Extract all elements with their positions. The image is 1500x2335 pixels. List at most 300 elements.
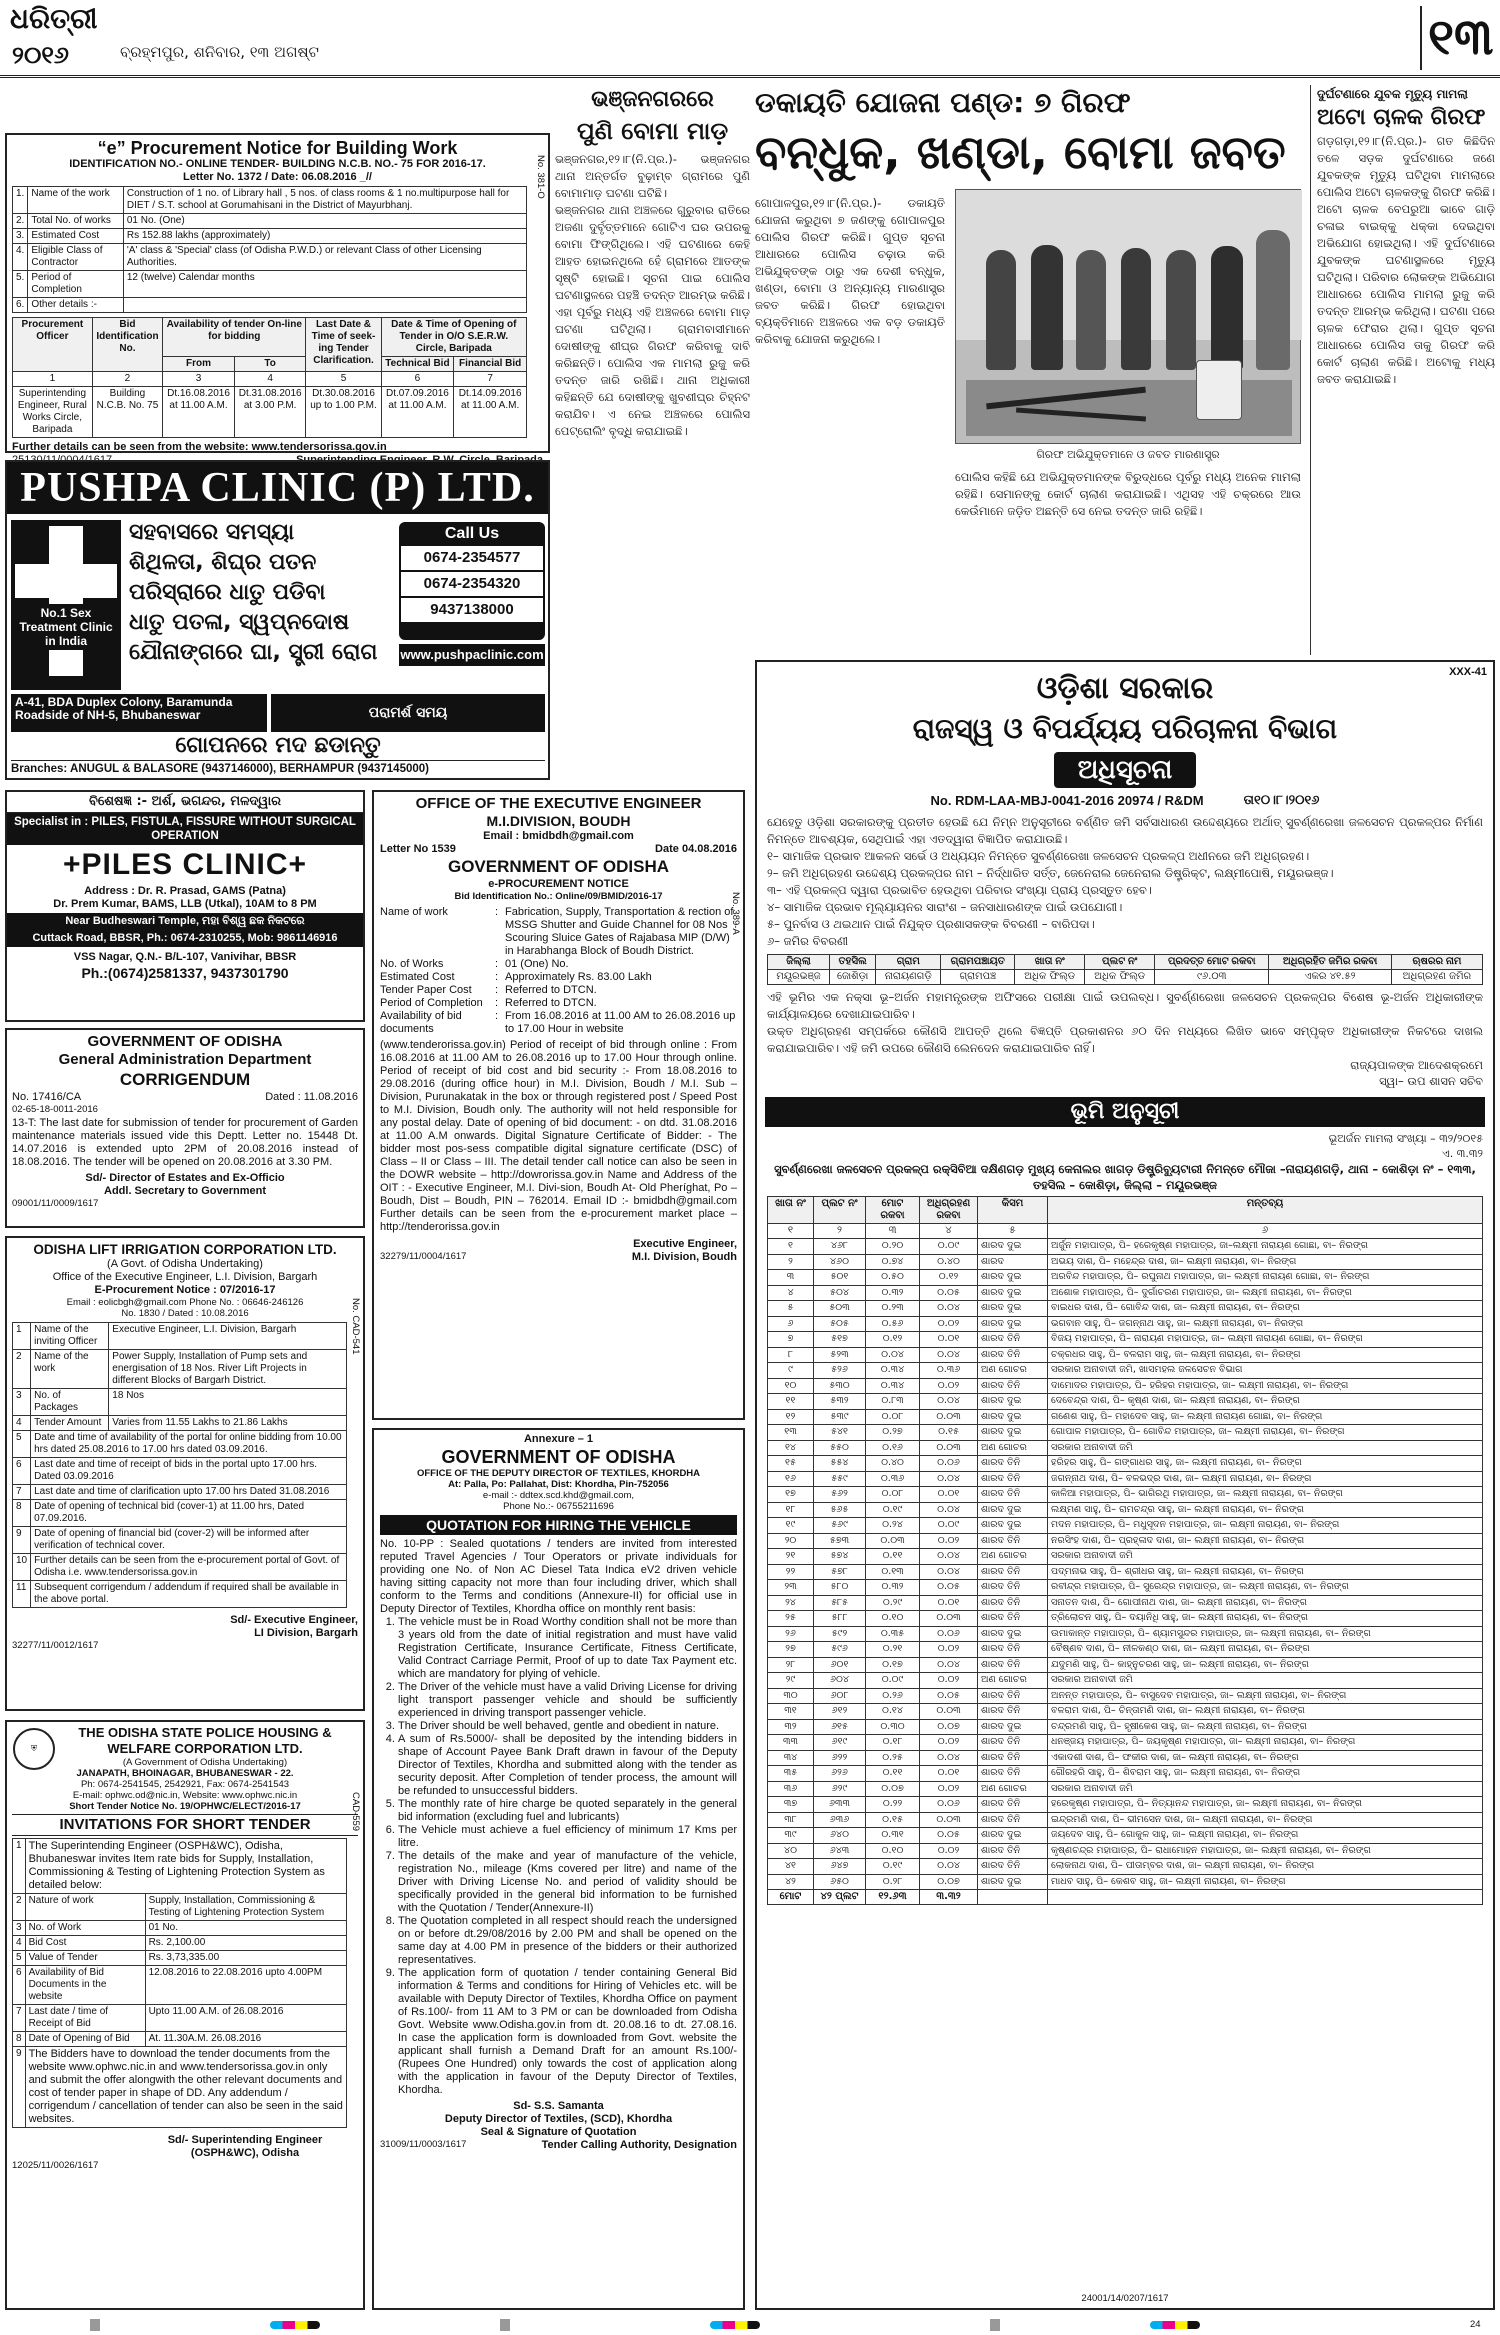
gad-sign-2: Addl. Secretary to Government xyxy=(104,1185,266,1197)
rev-title-3: ଅଧିସୂଚନା xyxy=(1054,752,1196,788)
schedule-cell: ୬୦୧ xyxy=(814,1657,866,1673)
schedule-cell: ମାଧବ ସାହୁ, ପି– କେଶବ ସାହୁ, ଜା– ଲକ୍ଷ୍ମୀ ନାରାୟଣ, ବା– ନିରଙ୍ଗ xyxy=(1048,1874,1483,1890)
color-bar xyxy=(1150,2321,1200,2329)
schedule-cell: ୦.୨୦ xyxy=(866,1239,920,1255)
rev-item: ୧– ସାମାଜିକ ପ୍ରଭାବ ଆକଳନ ସର୍ଭେ ଓ ଅଧ୍ୟୟନ ନିମନ୍ତେ ସୁବର୍ଣ୍ଣରେଖା ଜଳସେଚନ ପ୍ରକଳ୍ପ ଅଧୀନରେ ଜମି ଅଧିଗ୍ରହଣ। xyxy=(767,849,1310,863)
condition-item: 1. The vehicle must be in Road Worthy condition shall not be more than 3 years old from the date of initial registration and must have valid Registration Certificate, Insurance Certificate, Fitness Certificate, Valid Contract Carriage Permit, Proof of up to date Tax Payment etc. which are mandatory for plying of vehicle. xyxy=(398,1616,737,1681)
schedule-cell: ୬୩୩ xyxy=(814,1797,866,1813)
rev-date: ତା୧୦।୮।୨୦୧୬ xyxy=(1243,793,1320,808)
table-row xyxy=(768,1657,1483,1673)
schedule-cell: ସରକାର ଅନାବାଦୀ ଜମି xyxy=(1048,1673,1483,1689)
row-label: Last date / time of Receipt of Bid xyxy=(25,2005,145,2032)
schedule-cell: ଶାରଦ ତିନି xyxy=(978,1580,1048,1596)
schedule-cell: ୧୬ xyxy=(768,1471,814,1487)
col-head: ଗ୍ରାମପଞ୍ଚାୟତ xyxy=(941,955,1015,970)
col-num: 3 xyxy=(163,372,235,387)
olic-sub-5: No. 1830 / Dated : 10.08.2016 xyxy=(121,1308,249,1319)
schedule-cell: ୩୩ xyxy=(768,1735,814,1751)
schedule-cell: ୦.୦୭ xyxy=(920,1874,978,1890)
rev-para-2: ଏହି ଭୂମିର ଏକ ନକ୍ସା ଭୂ–ଅର୍ଜନ ମହାମନ୍ତ୍ରଙ୍କ ଅଫିସରେ ପରୀକ୍ଷା ପାଇଁ ଉପଲବ୍ଧ। ସୁବର୍ଣ୍ଣରେଖା ଜଳସେଚନ ପ୍ରକଳ୍ପର ବିଶେଷ ଭୂ-ଅର୍ଜନ ଅଧିକାରୀଙ୍କ କାର୍ଯ୍ୟାଳୟରେ ଦେଖାଯାଇପାରିବ। xyxy=(767,990,1483,1021)
col-head: Procurement Officer xyxy=(13,318,93,372)
row-num: 2 xyxy=(13,1350,31,1389)
schedule-cell: ଶାରଦ ଦୁଇ xyxy=(978,1518,1048,1534)
schedule-cell: ୦.୨୯ xyxy=(866,1595,920,1611)
detail-colon: : xyxy=(495,997,499,1009)
detail-row xyxy=(380,984,737,997)
col-num: ୧ xyxy=(768,1224,814,1239)
table-row xyxy=(13,1936,347,1951)
rev-title-2: ରାଜସ୍ୱ ଓ ବିପର୍ଯ୍ୟୟ ପରିଚାଳନା ବିଭାଗ xyxy=(912,712,1338,745)
table-row xyxy=(768,1254,1483,1270)
news-body-1: ଗୋପାଳପୁର,୧୨।୮(ନି.ପ୍ର.)- ଡକାୟତି ଯୋଜନା କରୁଥିବା ୭ ଜଣଙ୍କୁ ଗୋପାଳପୁର ପୋଲିସ ଗିରଫ କରିଛି। ଗୁପ୍ତ ସୂଚନା ଆଧାରରେ ପୋଲିସ ଚଢ଼ାଉ କରି ଅଭିଯୁକ୍ତଙ୍କ ଠାରୁ ଏକ ଦେଶୀ ବନ୍ଧୁକ, ଖଣ୍ଡା, ବୋମା ଓ ଅନ୍ୟାନ୍ୟ ମାରଣାସ୍ତ୍ର ଜବତ କରିଛି। ଗିରଫ ହୋଇଥିବା ବ୍ୟକ୍ତିମାନେ ଅଞ୍ଚଳରେ ଏକ ବଡ଼ ଡକାୟତି କରିବାକୁ ଯୋଜନା କରୁଥିଲେ। xyxy=(755,196,945,346)
col-head: Date & Time of Opening of Tender in O/O S.E.R.W. Circle, Baripada xyxy=(381,318,526,357)
col-subhead: Technical Bid xyxy=(381,357,454,372)
schedule-cell: ୦.୦୭ xyxy=(866,1781,920,1797)
schedule-cell: ସରକାର ଅନାବାଦୀ ଜମି xyxy=(1048,1781,1483,1797)
table-row xyxy=(768,1239,1483,1255)
schedule-cell: ୫୩୦ xyxy=(814,1378,866,1394)
schedule-cell: ୨୬ xyxy=(768,1626,814,1642)
schedule-head: ସୁବର୍ଣ୍ଣରେଖା ଜଳସେଚନ ପ୍ରକଳ୍ପ ରକ୍ସିବିଆ ଦକ୍ଷିଣଗଡ଼ ମୁଖ୍ୟ କେନାଲର ଖାଗଡ଼ ଡିଷ୍ଟ୍ରିବ୍ୟୁଟାରୀ ନିମନ୍ତେ ମୌଜା –ନାରାୟଣଗଡ଼ି, ଥାନା – କୋଶିଡ଼ା ନଂ – ୧୩୩, ତହସିଲ – କୋଶିଡ଼ା, ଜିଲ୍ଲା – ମୟୂରଭଞ୍ଜ xyxy=(774,1162,1476,1192)
news-photo xyxy=(955,189,1301,444)
table-row xyxy=(768,1797,1483,1813)
textiles-notice xyxy=(372,1428,745,2310)
schedule-cell: ଲୋକନାଥ ଦାଶ, ପି– ପୀତାମ୍ବର ଦାଶ, ଜା– ଲକ୍ଷ୍ମୀ ନାରାୟଣ, ବା– ନିରଙ୍ଗ xyxy=(1048,1859,1483,1875)
ophwc-title-2: WELFARE CORPORATION LTD. xyxy=(107,1741,303,1756)
cell-value: Building N.C.B. No. 75 xyxy=(92,387,162,438)
schedule-cell: ଅଣ ଗୋଚର xyxy=(978,1363,1048,1379)
table-row xyxy=(13,214,527,229)
cell-value: ଜୋଶିଡ଼ା xyxy=(829,970,875,985)
schedule-cell: ୧୪ xyxy=(768,1440,814,1456)
table-row xyxy=(768,1704,1483,1720)
schedule-cell: ୫ xyxy=(768,1301,814,1317)
schedule-cell: ଶାରଦ ତିନି xyxy=(978,1471,1048,1487)
col-num: 1 xyxy=(13,372,93,387)
schedule-cell: ଶାରଦ ଦୁଇ xyxy=(978,1394,1048,1410)
row-value: Rs 152.88 lakhs (approximately) xyxy=(123,229,526,244)
schedule-cell: ୦.୦୪ xyxy=(920,1750,978,1766)
pushpa-clinic-ad xyxy=(5,460,550,780)
schedule-cell: ୬୨୬ xyxy=(814,1766,866,1782)
call-us-label: Call Us xyxy=(444,525,500,542)
table-row xyxy=(13,1485,347,1500)
news-body: ଭଞ୍ଜନଗର ଥାନା ଅଞ୍ଚଳରେ ଗୁରୁବାର ରାତିରେ ଅଜଣା ଦୁର୍ବୃତ୍ତମାନେ ଗୋଟିଏ ଘର ଉପରକୁ ବୋମା ଫିଙ୍ଗିଥିଲେ। ଏହି ଘଟଣାରେ କେହି ଆହତ ହୋଇନଥିଲେ ହେଁ ଗ୍ରାମରେ ଆତଙ୍କ ସୃଷ୍ଟି ହୋଇଛି। ସୂଚନା ପାଇ ପୋଲିସ ଘଟଣାସ୍ଥଳରେ ପହଞ୍ଚି ତଦନ୍ତ ଆରମ୍ଭ କରିଛି। ଏହା ପୂର୍ବରୁ ମଧ୍ୟ ଏହି ଅଞ୍ଚଳରେ ବୋମା ମାଡ଼ ଘଟଣା ଘଟିଥିଲା। ଗ୍ରାମବାସୀମାନେ ଦୋଷୀଙ୍କୁ ଶୀଘ୍ର ଗିରଫ କରିବାକୁ ଦାବି କରିଛନ୍ତି। ପୋଲିସ ଏକ ମାମଲା ରୁଜୁ କରି ତଦନ୍ତ ଜାରି ରଖିଛି। ଥାନା ଅଧିକାରୀ କହିଛନ୍ତି ଯେ ଦୋଷୀଙ୍କୁ ଖୁବଶୀଘ୍ର ଚିହ୍ନଟ କରାଯିବ। ଏ ନେଇ ଅଞ୍ଚଳରେ ପୋଲିସ ପେଟ୍ରୋଲିଂ ବୃଦ୍ଧି କରାଯାଇଛି। xyxy=(555,203,750,438)
schedule-cell: ୦.୦୨ xyxy=(920,1316,978,1332)
schedule-cell: ୪୬୦ xyxy=(814,1254,866,1270)
schedule-cell: ୯ xyxy=(768,1363,814,1379)
news-lead: ଭଞ୍ଜନଗର,୧୨।୮(ନି.ପ୍ର.)- ଭଞ୍ଜନଗର ଥାନା ଅନ୍ତର୍ଗତ ବୁଢ଼ାମ୍ବ ଗ୍ରାମରେ ପୁଣି ବୋମାମାଡ଼ ଘଟଣା ଘଟିଛି। xyxy=(555,152,750,200)
masthead-rule xyxy=(1420,6,1422,70)
table-row xyxy=(13,1921,347,1936)
schedule-cell: ୩୮ xyxy=(768,1812,814,1828)
notice-footer: Further details can be seen from the website: www.tendersorissa.gov.in xyxy=(12,441,387,453)
schedule-cell: ସରକାର ଅନାବାଦୀ ଜମି xyxy=(1048,1549,1483,1565)
row-num: 7 xyxy=(13,1485,31,1500)
schedule-cell: ୦.୦୩ xyxy=(920,1812,978,1828)
detail-value: Fabrication, Supply, Transportation & rection of MSSG Shutter and Guide Channel for 08 Nos Scouring Sluice Gates of Rajabasa MIP (D/W) in Harabhanga Block of Boudh District. xyxy=(505,906,734,957)
photo-figure xyxy=(1166,250,1196,370)
schedule-cell: ତ୍ରିଲୋଚନ ସାହୁ, ପି– ଦୟାନିଧି ସାହୁ, ଜା– ଲକ୍ଷ୍ମୀ ନାରାୟଣ, ବା– ନିରଙ୍ଗ xyxy=(1048,1611,1483,1627)
col-head: କିସମ xyxy=(978,1197,1048,1224)
schedule-cell: ୫୮୮ xyxy=(814,1611,866,1627)
schedule-cell: ବିଜୟ ମହାପାତ୍ର, ପି– ନାରାୟଣ ମହାପାତ୍ର, ଜା– ଲକ୍ଷ୍ମୀ ନାରାୟଣ ଗୋଛା, ବା– ନିରଙ୍ଗ xyxy=(1048,1332,1483,1348)
row-label: Total No. of works xyxy=(28,214,124,229)
olic-sub-4: Email : eolicbgh@gmail.com Phone No. : 06646-246126 xyxy=(66,1297,304,1308)
schedule-cell: ଶାରଦ ଦୁଇ xyxy=(978,1828,1048,1844)
table-row xyxy=(768,1812,1483,1828)
schedule-cell: ୦.୪୦ xyxy=(920,1254,978,1270)
photo-figure xyxy=(1076,250,1106,370)
ophwc-sub-2: JANAPATH, BHOINAGAR, BHUBANESWAR - 22. xyxy=(76,1768,294,1779)
news-photo-caption: ଗିରଫ ଅଭିଯୁକ୍ତମାନେ ଓ ଜବତ ମାରଣାସ୍ତ୍ର xyxy=(1036,448,1220,461)
schedule-cell: ଶାରଦ ତିନି xyxy=(978,1859,1048,1875)
rev-item: ୩– ଏହି ପ୍ରକଳ୍ପ ଦ୍ୱାରା ପ୍ରଭାବିତ ହେଉଥିବା ପରିବାର ସଂଖ୍ୟା ପ୍ରାୟ ପ୍ରସ୍ତୁତ ହେବ। xyxy=(767,883,1152,897)
row-num: 6. xyxy=(13,298,28,313)
table-row xyxy=(768,1425,1483,1441)
schedule-cell: ୦.୦୧ xyxy=(920,1332,978,1348)
shield-icon: ⛨ xyxy=(31,1744,37,1753)
schedule-cell: ଦେବେନ୍ଦ୍ର ଦାଶ, ପି– କୃଷ୍ଣ ଦାଶ, ଜା– ଲକ୍ଷ୍ମୀ ନାରାୟଣ, ବା– ନିରଙ୍ଗ xyxy=(1048,1394,1483,1410)
row-label: No. of Packages xyxy=(31,1389,109,1416)
schedule-cell: ୦.୧୯ xyxy=(866,1859,920,1875)
rev-item: ୫– ପୁନର୍ବାସ ଓ ଥଇଥାନ ପାଇଁ ନିଯୁକ୍ତ ପ୍ରଶାସକଙ୍କ ବିବରଣୀ – ବାରିପଦା। xyxy=(767,917,1095,931)
cell-value: ଅଧିକ ଫିଲ୍ଡ xyxy=(1085,970,1155,985)
schedule-cell: ୨୪ xyxy=(768,1595,814,1611)
row-label: Date of Opening of Bid xyxy=(25,2032,145,2047)
olic-title: ODISHA LIFT IRRIGATION CORPORATION LTD. xyxy=(33,1242,337,1257)
schedule-cell: ୦.୧୫ xyxy=(920,1425,978,1441)
schedule-cell: ୦.୩୬ xyxy=(920,1363,978,1379)
schedule-cell: ୦.୦୪ xyxy=(920,1394,978,1410)
schedule-cell: ୪୦ xyxy=(768,1843,814,1859)
olic-sub-1: (A Govt. of Odisha Undertaking) xyxy=(107,1258,263,1270)
schedule-cell: ୦.୦୪ xyxy=(920,1549,978,1565)
news-auto-driver xyxy=(1310,85,1495,655)
schedule-cell: ୬୪୦ xyxy=(814,1828,866,1844)
gad-title-1: GOVERNMENT OF ODISHA xyxy=(87,1033,283,1050)
row-text: Subsequent corrigendum / addendum if required shall be available in the above portal. xyxy=(31,1581,347,1608)
schedule-cell: ପଦ୍ମନାଭ ସାହୁ, ପି– ଶ୍ରୀଧର ସାହୁ, ଜା– ଲକ୍ଷ୍ମୀ ନାରାୟଣ, ବା– ନିରଙ୍ଗ xyxy=(1048,1564,1483,1580)
col-head: ଖାତା ନଂ xyxy=(768,1197,814,1224)
schedule-cell: ୪୧ xyxy=(768,1859,814,1875)
row-num: 11 xyxy=(13,1581,31,1608)
schedule-cell: ଶାରଦ ତିନି xyxy=(978,1750,1048,1766)
cell-value: Dt.14.09.2016 at 11.00 A.M. xyxy=(454,387,527,438)
schedule-cell: ଶାରଦ ଦୁଇ xyxy=(978,1502,1048,1518)
schedule-cell: ୫୮୫ xyxy=(814,1595,866,1611)
ad-tag: XXX-41 xyxy=(1449,666,1487,678)
schedule-cell: ୬୪୩ xyxy=(814,1843,866,1859)
schedule-cell: ଶାରଦ ତିନି xyxy=(978,1735,1048,1751)
schedule-title: ଭୂମି ଅନୁସୂଚୀ xyxy=(765,1097,1485,1127)
cell-value: ୯୬.୦୩ xyxy=(1155,970,1269,985)
schedule-cell: ୦.୨୨ xyxy=(866,1797,920,1813)
tex-conditions xyxy=(380,1616,737,2097)
schedule-cell: ୧୭ xyxy=(768,1487,814,1503)
tex-phone: Phone No.:- 06755211696 xyxy=(503,1501,614,1512)
rev-sign-2: ସ୍ୱା– ଉପ ଶାସନ ସଚିବ xyxy=(1379,1074,1483,1088)
schedule-cell: ୫୭୩ xyxy=(814,1533,866,1549)
table-row xyxy=(768,1285,1483,1301)
photo-bucket xyxy=(1196,360,1242,420)
table-row xyxy=(768,1750,1483,1766)
cell-value: Dt.31.08.2016 at 3.00 P.M. xyxy=(234,387,306,438)
table-row xyxy=(13,1966,347,2005)
table-row xyxy=(13,1350,347,1389)
schedule-cell: ବାଇଧର ଦାଶ, ପି– ଗୋବିନ୍ଦ ଦାଶ, ଜା– ଲକ୍ଷ୍ମୀ ନାରାୟଣ, ବା– ନିରଙ୍ଗ xyxy=(1048,1301,1483,1317)
schedule-cell: ୩୦ xyxy=(768,1688,814,1704)
row-num: 5. xyxy=(13,271,28,298)
schedule-cell: ୦.୨୭ xyxy=(866,1425,920,1441)
work-details-table xyxy=(12,186,527,313)
rev-items xyxy=(767,848,1483,950)
boudh-title-4: e-PROCUREMENT NOTICE xyxy=(488,878,629,890)
phone-2: 0674-2354320 xyxy=(401,572,543,596)
table-row xyxy=(13,1458,347,1485)
rev-land-table xyxy=(767,954,1483,985)
boudh-sign-2: M.I. Division, Boudh xyxy=(631,1251,737,1263)
schedule-cell: ଗଣେଶ ସାହୁ, ପି– ମହାଦେବ ସାହୁ, ଜା– ଲକ୍ଷ୍ମୀ ନାରାୟଣ ଗୋଛା, ବା– ନିରଙ୍ଗ xyxy=(1048,1409,1483,1425)
row-label: Tender Amount xyxy=(31,1416,109,1431)
schedule-cell: ଶାରଦ ତିନି xyxy=(978,1611,1048,1627)
schedule-cell: ୦.୦୬ xyxy=(920,1797,978,1813)
schedule-cell: ଶାରଦ ତିନି xyxy=(978,1797,1048,1813)
row-value: Construction of 1 no. of Library hall , 5 nos. of class rooms & 1 no.multipurpose hall for DIET / S.T. school at Gorumahisani in the District of Mayurbhanj. xyxy=(123,187,526,214)
phone-3: 9437138000 xyxy=(401,598,543,622)
table-row xyxy=(768,1781,1483,1797)
consult-time: ପରାମର୍ଶ ସମୟ xyxy=(271,694,545,732)
schedule-cell: ଶାରଦ ତିନି xyxy=(978,1657,1048,1673)
table-row xyxy=(13,1500,347,1527)
schedule-cell: ଅଣ ଗୋଚର xyxy=(978,1673,1048,1689)
row-label: Period of Completion xyxy=(28,271,124,298)
schedule-cell: ୫୧୭ xyxy=(814,1332,866,1348)
schedule-cell: ୩୨ xyxy=(768,1719,814,1735)
row-num: 6 xyxy=(13,1966,26,2005)
schedule-cell: ୨୦ xyxy=(768,1533,814,1549)
row-label: Other details :- xyxy=(28,298,124,313)
schedule-cell: ୭ xyxy=(768,1332,814,1348)
schedule-cell: ୦.୧୧ xyxy=(866,1549,920,1565)
photo-figure xyxy=(1031,245,1063,370)
schedule-cell: ୫୭୪ xyxy=(814,1549,866,1565)
schedule-cell: ୩୪ xyxy=(768,1750,814,1766)
schedule-cell: ହରେକୃଷ୍ଣ ମହାପାତ୍ର, ପି– ନିତ୍ୟାନନ୍ଦ ମହାପାତ୍ର, ଜା– ଲକ୍ଷ୍ମୀ ନାରାୟଣ, ବା– ନିରଙ୍ଗ xyxy=(1048,1797,1483,1813)
condition-item: 8. The Quotation completed in all respect should reach the undersigned on or before dt.29/08/2016 by 2.00 PM and shall be opened on the same day at 4.00 PM in presence of the bidders or their authorized representatives. xyxy=(398,1915,737,1967)
schedule-cell: ୦.୧୬ xyxy=(866,1440,920,1456)
schedule-cell: ଅର୍ଜୁନ ମହାପାତ୍ର, ପି– ହରେକୃଷ୍ଣ ମହାପାତ୍ର, ଜା–ଲକ୍ଷ୍ମୀ ନାରାୟଣ ଗୋଛା, ବା– ନିରଙ୍ଗ xyxy=(1048,1239,1483,1255)
row-value: Executive Engineer, L.I. Division, Bargarh xyxy=(109,1323,347,1350)
row-value: 01 No. (One) xyxy=(123,214,526,229)
schedule-cell: ୦.୦୬ xyxy=(920,1456,978,1472)
row-num: 8 xyxy=(13,2032,26,2047)
schedule-cell: ୦.୦୪ xyxy=(920,1347,978,1363)
schedule-table xyxy=(12,317,527,438)
table-row xyxy=(768,1502,1483,1518)
schedule-cell: ଜୟଦେବ ସାହୁ, ପି– ଗୋକୁଳ ସାହୁ, ଜା– ଲକ୍ଷ୍ମୀ ନାରାୟଣ, ବା– ନିରଙ୍ଗ xyxy=(1048,1828,1483,1844)
table-row xyxy=(13,1527,347,1554)
schedule-cell: ଶାରଦ ତିନି xyxy=(978,1595,1048,1611)
row-num: 3 xyxy=(13,1389,31,1416)
table-row xyxy=(768,1394,1483,1410)
schedule-cell: ଶାରଦ ଦୁଇ xyxy=(978,1425,1048,1441)
table-row xyxy=(13,1894,347,1921)
schedule-cell: ୬୦୮ xyxy=(814,1688,866,1704)
detail-value: Referred to DTCN. xyxy=(505,984,597,996)
schedule-cell: କାଳିଆ ମହାପାତ୍ର, ପି– ଭାଗିରଥି ମହାପାତ୍ର, ଜା– ଲକ୍ଷ୍ମୀ ନାରାୟଣ, ବା– ନିରଙ୍ଗ xyxy=(1048,1487,1483,1503)
schedule-cell: ୦.୦୩ xyxy=(920,1704,978,1720)
schedule-cell: ୦.୩୧ xyxy=(866,1828,920,1844)
boudh-ref-row xyxy=(380,843,737,856)
schedule-cell: ଶାରଦ ତିନି xyxy=(978,1704,1048,1720)
schedule-cell: ୬୩୬ xyxy=(814,1812,866,1828)
condition-item: 2. The Driver of the vehicle must have a valid Driving License for driving light transport passenger vehicle and should be sufficiently experienced in driving transport passenger vehicle. xyxy=(398,1681,737,1720)
schedule-cell: ରବୀନ୍ଦ୍ର ମହାପାତ୍ର, ପି– ସୁରେନ୍ଦ୍ର ମହାପାତ୍ର, ଜା– ଲକ୍ଷ୍ମୀ ନାରାୟଣ, ବା– ନିରଙ୍ଗ xyxy=(1048,1580,1483,1596)
side-code: No. 381-O xyxy=(535,155,546,199)
detail-colon: : xyxy=(495,906,499,918)
schedule-cell: ୫୨୩ xyxy=(814,1347,866,1363)
clinic-address: A-41, BDA Duplex Colony, Baramunda Roadside of NH-5, Bhubaneswar xyxy=(11,694,267,732)
news-kicker: ଦୁର୍ଘଟଣାରେ ଯୁବକ ମୃତ୍ୟୁ ମାମଲା xyxy=(1317,87,1468,101)
row-text: Date and time of availability of the portal for online bidding from 10.00 hrs dated 25.08.2016 to 17.00 hrs dated 03.09.2016. xyxy=(31,1431,347,1458)
print-registration-strip xyxy=(0,2315,1500,2335)
col-num: 4 xyxy=(234,372,306,387)
detail-label: Estimated Cost xyxy=(380,971,455,983)
schedule-cell: ୫୭୮ xyxy=(814,1564,866,1580)
schedule-cell: ୦.୦୩ xyxy=(920,1409,978,1425)
condition-item: 3. The Driver should be well behaved, gentle and obedient in nature. xyxy=(398,1720,737,1733)
news-dacoity xyxy=(755,85,1303,655)
schedule-cell: ୦.୧୨ xyxy=(866,1332,920,1348)
row-num: 5 xyxy=(13,1431,31,1458)
schedule-cell: ଗୌରହରି ସାହୁ, ପି– ଶିବରାମ ସାହୁ, ଜା– ଲକ୍ଷ୍ମୀ ନାରାୟଣ, ବା– ନିରଙ୍ଗ xyxy=(1048,1766,1483,1782)
schedule-cell: ୫୯୬ xyxy=(814,1642,866,1658)
col-head: ଋଷରର ନାମ xyxy=(1391,955,1482,970)
col-head: Availability of tender On-line for bidding xyxy=(163,318,306,357)
schedule-cell: ୨୫ xyxy=(768,1611,814,1627)
table-row xyxy=(768,1332,1483,1348)
schedule-cell: ୦.୦୩ xyxy=(866,1533,920,1549)
table-row xyxy=(768,1518,1483,1534)
schedule-cell: ୦.୧୪ xyxy=(866,1704,920,1720)
schedule-cell: ୦.୨୧ xyxy=(866,1642,920,1658)
schedule-cell: ୧୫ xyxy=(768,1456,814,1472)
schedule-area: ଏ. ୩.୩୨ xyxy=(1442,1147,1483,1160)
clinic-slogan: ଗୋପନରେ ମଦ ଛଡାନ୍ତୁ xyxy=(175,733,381,758)
table-row xyxy=(768,1301,1483,1317)
schedule-cell: ଶାରଦ ତିନି xyxy=(978,1766,1048,1782)
table-row xyxy=(768,1828,1483,1844)
schedule-cell: ୬୧୯ xyxy=(814,1735,866,1751)
schedule-cell: ଶାରଦ ତିନି xyxy=(978,1378,1048,1394)
table-row xyxy=(13,2032,347,2047)
schedule-cell: ୦.୨୬ xyxy=(866,1688,920,1704)
table-row xyxy=(768,1409,1483,1425)
news-headline: ଅଟୋ ଚାଳକ ଗିରଫ xyxy=(1317,105,1486,130)
ophwc-title-1: THE ODISHA STATE POLICE HOUSING & xyxy=(78,1725,332,1740)
col-head: ଗ୍ରାମ xyxy=(876,955,941,970)
row-value: Power Supply, Installation of Pump sets and energisation of 18 Nos. River Lift Projects in different Blocks of Bargarh District. xyxy=(109,1350,347,1389)
row-num: 7 xyxy=(13,2005,26,2032)
photo-figure xyxy=(1211,246,1243,370)
row-value: 12.08.2016 to 22.08.2016 upto 4.00PM xyxy=(145,1966,346,2005)
schedule-cell: ୦.୦୨ xyxy=(920,1781,978,1797)
schedule-cell: ୦.୮୩ xyxy=(866,1394,920,1410)
row-text: Date of opening of financial bid (cover-2) will be informed after verification of technical cover. xyxy=(31,1527,347,1554)
col-head: Bid Identification No. xyxy=(92,318,162,372)
schedule-cell: ୦.୦୪ xyxy=(920,1564,978,1580)
col-num: 5 xyxy=(306,372,381,387)
schedule-cell: ୦.୦୪ xyxy=(920,1657,978,1673)
schedule-cell: ୦.୦୫ xyxy=(920,1285,978,1301)
schedule-cell: ୦.୨୪ xyxy=(866,1518,920,1534)
schedule-cell: ୦.୦୨ xyxy=(920,1843,978,1859)
brand-logo: ଧରିତ୍ରୀ xyxy=(10,2,98,35)
detail-row xyxy=(380,1010,737,1036)
schedule-cell: ଶାରଦ ଦୁଇ xyxy=(978,1285,1048,1301)
schedule-cell: ୧ xyxy=(768,1239,814,1255)
ad-code: 12025/11/0026/1617 xyxy=(12,2160,99,2171)
schedule-cell: ୨ xyxy=(768,1254,814,1270)
schedule-cell: ଶାରଦ ଦୁଇ xyxy=(978,1301,1048,1317)
schedule-cell: ୦.୦୨ xyxy=(920,1735,978,1751)
row-label: Name of the work xyxy=(31,1350,109,1389)
news-body-2: ପୋଲିସ କହିଛି ଯେ ଅଭିଯୁକ୍ତମାନଙ୍କ ବିରୁଦ୍ଧରେ ପୂର୍ବରୁ ମଧ୍ୟ ଅନେକ ମାମଲା ରହିଛି। ସେମାନଙ୍କୁ କୋର୍ଟ ଚାଲାଣ କରାଯାଇଛି। ଏଥିସହ ଏହି ଚକ୍ରରେ ଆଉ କେଉଁମାନେ ଜଡ଼ିତ ଅଛନ୍ତି ସେ ନେଇ ତଦନ୍ତ ଜାରି ରହିଛି। xyxy=(955,470,1301,518)
boudh-email: Email : bmidbdh@gmail.com xyxy=(483,830,634,842)
schedule-cell: ୬ xyxy=(768,1316,814,1332)
tex-email: e-mail :- ddtex.scd.khd@gmail.com, xyxy=(482,1490,635,1501)
schedule-cell: ୩୯ xyxy=(768,1828,814,1844)
schedule-cell: ୦.୧୮ xyxy=(866,1735,920,1751)
table-row xyxy=(768,1859,1483,1875)
schedule-cell: ୩୭ xyxy=(768,1797,814,1813)
schedule-cell: ୦.୦୧ xyxy=(920,1487,978,1503)
color-bar xyxy=(270,2321,320,2329)
schedule-cell: ୦.୧୫ xyxy=(866,1812,920,1828)
detail-label: Availability of bid documents xyxy=(380,1010,462,1035)
table-row xyxy=(13,187,527,214)
table-row xyxy=(768,1440,1483,1456)
table-row xyxy=(13,1323,347,1350)
ophwc-table xyxy=(12,1838,347,2128)
row-num: 1 xyxy=(13,1323,31,1350)
schedule-cell: ଶାରଦ xyxy=(978,1254,1048,1270)
gad-title-2: General Administration Department xyxy=(58,1051,312,1068)
cell-value: ଅଧିକ ଫିଲ୍ଡ xyxy=(1015,970,1085,985)
table-row xyxy=(768,1843,1483,1859)
ophwc-heading: INVITATIONS FOR SHORT TENDER xyxy=(12,1814,358,1836)
row-label: Eligible Class of Contractor xyxy=(28,244,124,271)
masthead xyxy=(0,0,1500,78)
rev-item: ୪– ସାମାଜିକ ପ୍ରଭାବ ମୂଲ୍ୟାୟନର ସାରାଂଶ – ଜନସାଧାରଣଙ୍କ ପାଇଁ ଉପଯୋଗୀ। xyxy=(767,900,1123,914)
table-row xyxy=(13,1951,347,1966)
schedule-cell: ୦.୦୪ xyxy=(866,1347,920,1363)
schedule-cell: ଶାରଦ ତିନି xyxy=(978,1843,1048,1859)
table-row xyxy=(768,1735,1483,1751)
table-row xyxy=(13,1581,347,1608)
olic-sub-2: Office of the Executive Engineer, L.I. Division, Bargarh xyxy=(52,1271,318,1283)
row-num: 2 xyxy=(13,1894,26,1921)
schedule-cell: ୬୧୨ xyxy=(814,1704,866,1720)
schedule-cell: ୫୫୦ xyxy=(814,1440,866,1456)
schedule-cell: ୦.୪୦ xyxy=(866,1456,920,1472)
col-num: ୩ xyxy=(866,1224,920,1239)
gad-no: No. 17416/CA xyxy=(12,1091,82,1103)
schedule-cell: ୦.୦୫ xyxy=(920,1580,978,1596)
schedule-cell: ୦.୦୫ xyxy=(920,1828,978,1844)
cell-value: ଗ୍ରାମପଞ୍ଚ xyxy=(941,970,1015,985)
